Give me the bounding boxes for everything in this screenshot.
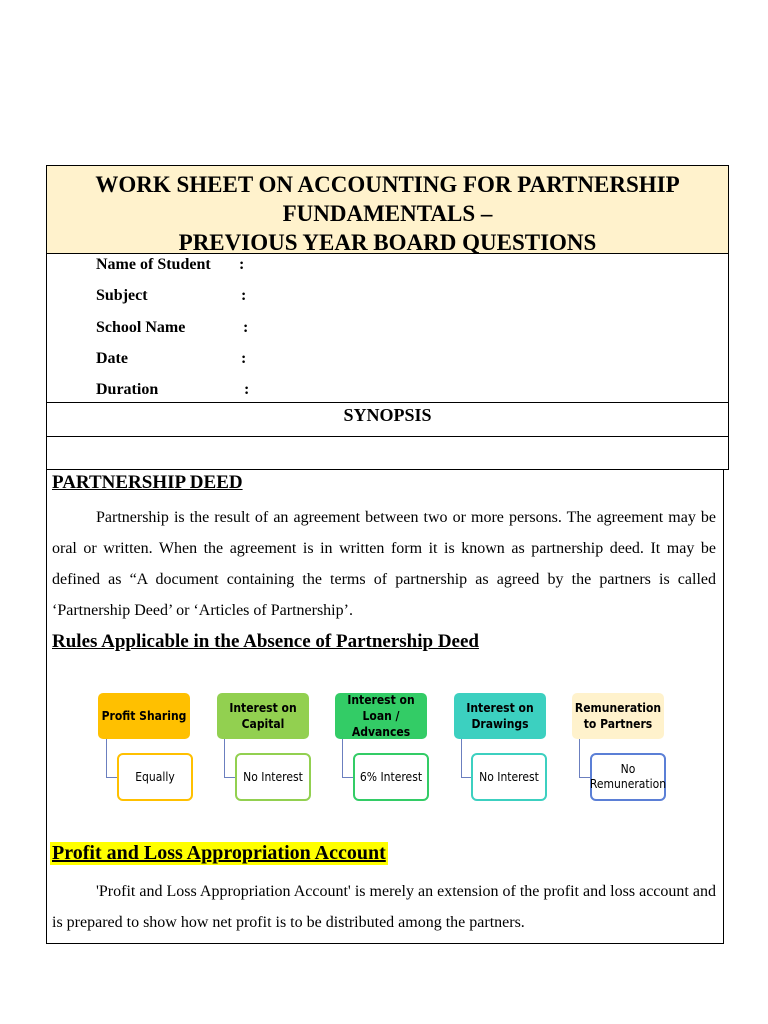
synopsis-blank-row (46, 437, 729, 470)
rule-title-interest-capital: Interest on Capital (217, 693, 309, 739)
partnership-deed-paragraph (52, 502, 716, 626)
info-label-name: Name of Student (96, 256, 211, 273)
partnership-deed-heading: PARTNERSHIP DEED (52, 472, 243, 493)
rule-title-remuneration: Remuneration to Partners (572, 693, 664, 739)
info-colon-duration: : (244, 381, 250, 398)
worksheet-title-line-2: FUNDAMENTALS – (282, 201, 493, 226)
info-colon-school: : (243, 319, 249, 336)
appropriation-account-heading: Profit and Loss Appropriation Account (52, 842, 386, 864)
appropriation-account-paragraph (52, 876, 716, 938)
info-label-subject: Subject (96, 287, 148, 304)
info-label-school: School Name (96, 319, 186, 336)
rules-heading: Rules Applicable in the Absence of Partnership Deed (52, 631, 479, 652)
rule-title-interest-loan: Interest on Loan / Advances (335, 693, 427, 739)
info-colon-name: : (239, 256, 245, 273)
info-label-date: Date (96, 350, 128, 367)
worksheet-title-line-3: PREVIOUS YEAR BOARD QUESTIONS (178, 230, 597, 255)
worksheet-title-box (46, 165, 729, 254)
appropriation-account-text: 'Profit and Loss Appropriation Account' is merely an extension of the profit and loss account and is prepared to show how net profit is to be distributed among the partners. (52, 883, 716, 931)
info-colon-date: : (241, 350, 247, 367)
info-label-duration: Duration (96, 381, 159, 398)
rule-title-profit-sharing: Profit Sharing (98, 693, 190, 739)
rule-value-interest-capital: No Interest (235, 753, 311, 801)
rule-value-remuneration: No Remuneration (590, 753, 666, 801)
partnership-deed-text: Partnership is the result of an agreement between two or more persons. The agreement may be oral or written. When the agreement is in written form it is known as partnership deed. It may be defined as “A document containing the terms of partnership as agreed by the partners is called ‘Partnership Deed’ or ‘Articles of Partnership’. (52, 509, 716, 619)
rule-value-profit-sharing: Equally (117, 753, 193, 801)
worksheet-title-line-1: WORK SHEET ON ACCOUNTING FOR PARTNERSHIP (95, 172, 680, 197)
rule-value-interest-drawings: No Interest (471, 753, 547, 801)
rule-value-interest-loan: 6% Interest (353, 753, 429, 801)
synopsis-heading: SYNOPSIS (46, 402, 729, 437)
info-colon-subject: : (241, 287, 247, 304)
rule-title-interest-drawings: Interest on Drawings (454, 693, 546, 739)
